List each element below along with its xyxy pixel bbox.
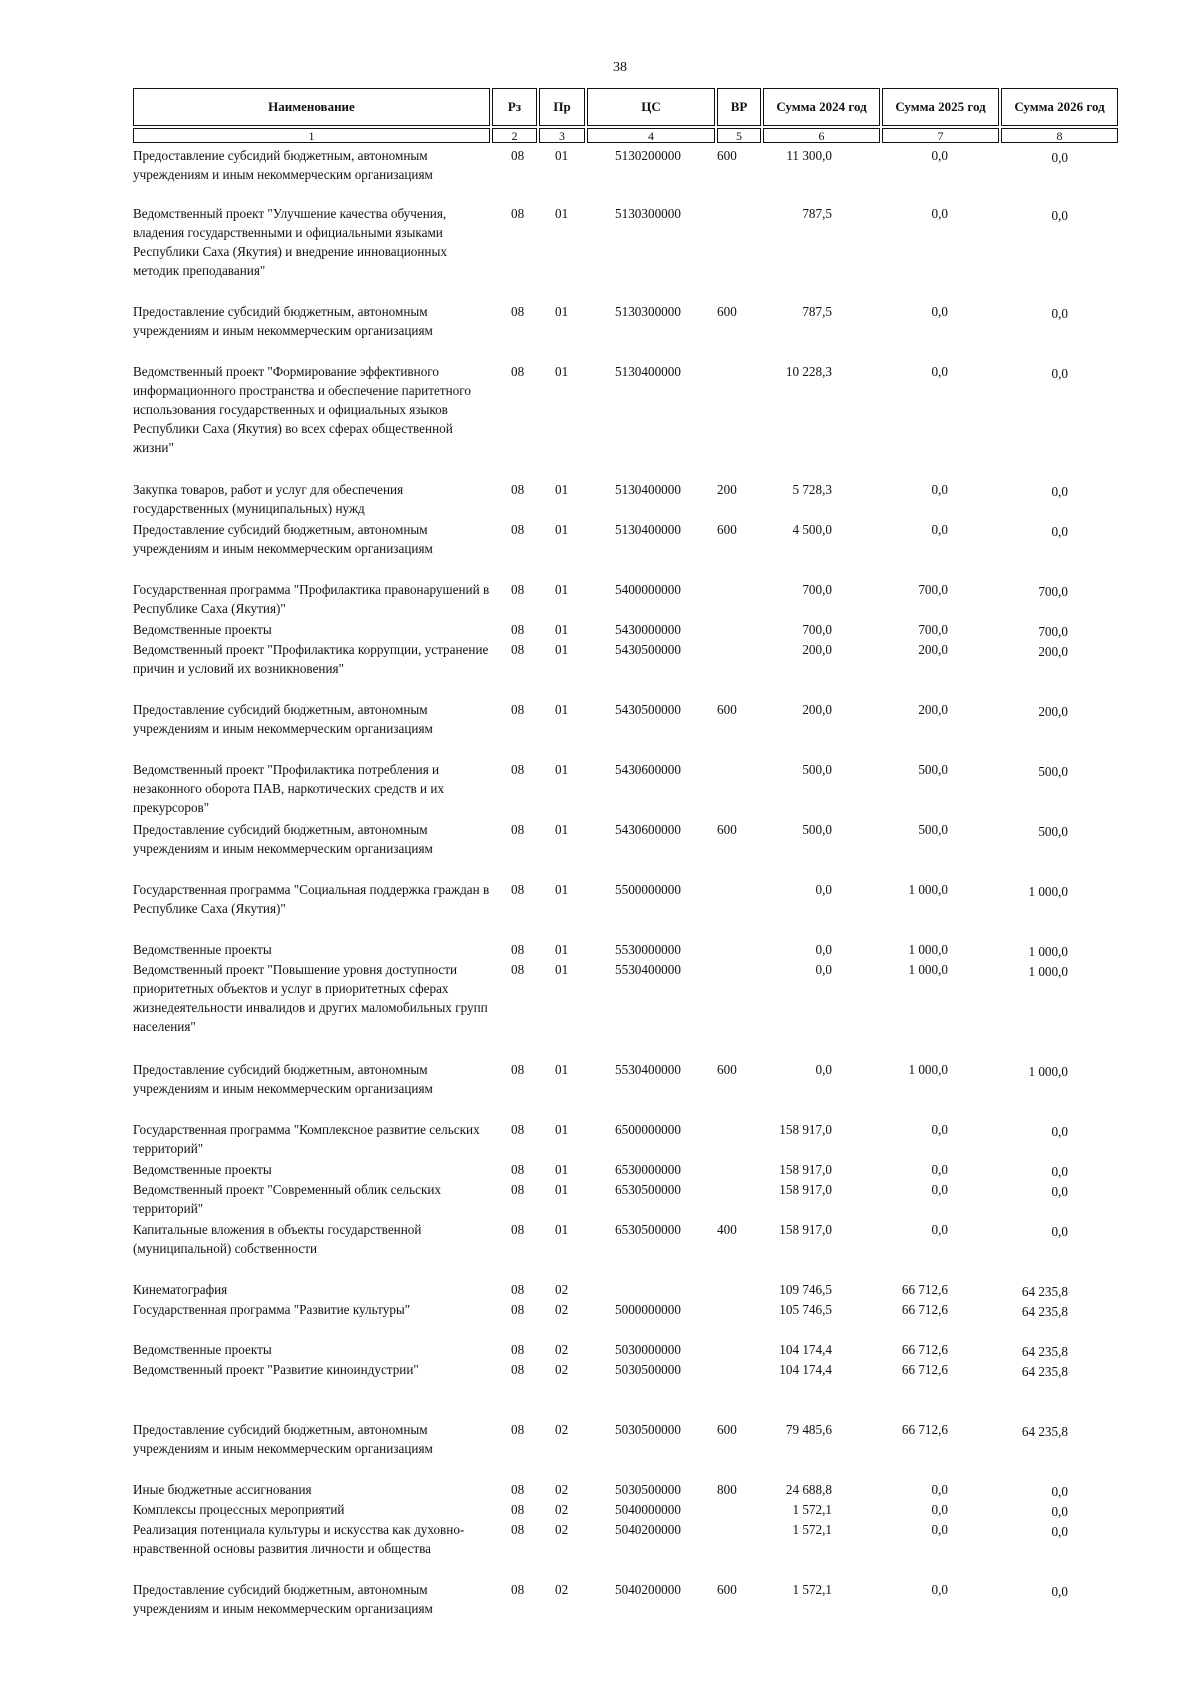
row-rz: 08 xyxy=(511,1282,525,1297)
row-sum-2026: 500,0 xyxy=(1038,764,1068,779)
row-name: Ведомственные проекты xyxy=(133,942,272,957)
row-sum-2026: 0,0 xyxy=(1051,484,1068,499)
row-sum-2025: 0,0 xyxy=(931,1182,948,1197)
row-cs: 5030500000 xyxy=(615,1482,681,1497)
row-cs: 5130200000 xyxy=(615,148,681,163)
row-sum-2025: 500,0 xyxy=(918,762,948,777)
row-name: Иные бюджетные ассигнования xyxy=(133,1482,312,1497)
row-cs: 5430500000 xyxy=(615,642,681,657)
row-pr: 01 xyxy=(555,1062,569,1077)
row-cs: 5430000000 xyxy=(615,622,681,637)
row-sum-2026: 1 000,0 xyxy=(1028,1064,1068,1079)
row-sum-2026: 1 000,0 xyxy=(1028,884,1068,899)
row-cs: 5530400000 xyxy=(615,1062,681,1077)
column-number-6: 6 xyxy=(763,128,880,143)
row-name: Ведомственный проект "Повышение уровня доступности приоритетных объектов и услуг в приоритетных сферах жизнедеятельности инвалидов и других маломобильных групп населения" xyxy=(133,962,488,1034)
column-number-7: 7 xyxy=(882,128,999,143)
row-sum-2024: 105 746,5 xyxy=(779,1302,832,1317)
row-sum-2026: 0,0 xyxy=(1051,366,1068,381)
row-cs: 5130300000 xyxy=(615,304,681,319)
row-name: Ведомственные проекты xyxy=(133,622,272,637)
row-sum-2025: 500,0 xyxy=(918,822,948,837)
row-name: Ведомственный проект "Развитие киноиндустрии" xyxy=(133,1362,419,1377)
row-name: Государственная программа "Профилактика правонарушений в Республике Саха (Якутия)" xyxy=(133,582,490,616)
column-header-name: Наименование xyxy=(133,88,490,126)
row-name: Предоставление субсидий бюджетным, автономным учреждениям и иным некоммерческим организациям xyxy=(133,522,433,556)
row-sum-2024: 11 300,0 xyxy=(786,148,832,163)
row-sum-2025: 1 000,0 xyxy=(908,1062,948,1077)
row-rz: 08 xyxy=(511,1582,525,1597)
row-sum-2026: 0,0 xyxy=(1051,208,1068,223)
row-sum-2024: 24 688,8 xyxy=(785,1482,832,1497)
row-sum-2025: 700,0 xyxy=(918,622,948,637)
row-rz: 08 xyxy=(511,1362,525,1377)
row-name: Реализация потенциала культуры и искусства как духовно-нравственной основы развития личности и общества xyxy=(133,1522,465,1556)
row-rz: 08 xyxy=(511,1502,525,1517)
row-rz: 08 xyxy=(511,1062,525,1077)
row-sum-2026: 0,0 xyxy=(1051,1124,1068,1139)
row-name: Закупка товаров, работ и услуг для обеспечения государственных (муниципальных) нужд xyxy=(133,482,404,516)
row-pr: 01 xyxy=(555,882,569,897)
row-sum-2025: 200,0 xyxy=(918,642,948,657)
row-name: Предоставление субсидий бюджетным, автономным учреждениям и иным некоммерческим организациям xyxy=(133,148,433,182)
row-sum-2024: 787,5 xyxy=(802,206,832,221)
row-cs: 5030500000 xyxy=(615,1422,681,1437)
row-sum-2024: 0,0 xyxy=(815,962,832,977)
row-sum-2024: 158 917,0 xyxy=(779,1222,832,1237)
row-pr: 01 xyxy=(555,206,569,221)
row-sum-2026: 64 235,8 xyxy=(1021,1284,1068,1299)
column-number-2: 2 xyxy=(492,128,537,143)
row-pr: 02 xyxy=(555,1482,569,1497)
row-pr: 02 xyxy=(555,1502,569,1517)
row-sum-2025: 0,0 xyxy=(931,1122,948,1137)
row-rz: 08 xyxy=(511,882,525,897)
row-pr: 01 xyxy=(555,364,569,379)
row-name: Государственная программа "Социальная поддержка граждан в Республике Саха (Якутия)" xyxy=(133,882,490,916)
row-name: Предоставление субсидий бюджетным, автономным учреждениям и иным некоммерческим организациям xyxy=(133,1422,433,1456)
row-cs: 5430600000 xyxy=(615,762,681,777)
row-sum-2024: 200,0 xyxy=(802,702,832,717)
row-rz: 08 xyxy=(511,482,525,497)
row-cs: 5530400000 xyxy=(615,962,681,977)
row-sum-2026: 0,0 xyxy=(1051,1524,1068,1539)
row-vr: 600 xyxy=(717,1062,737,1077)
row-sum-2024: 1 572,1 xyxy=(792,1582,832,1597)
row-sum-2025: 0,0 xyxy=(931,206,948,221)
row-sum-2026: 0,0 xyxy=(1051,1484,1068,1499)
column-number-5: 5 xyxy=(717,128,761,143)
row-rz: 08 xyxy=(511,1162,525,1177)
row-sum-2024: 10 228,3 xyxy=(785,364,832,379)
row-sum-2024: 0,0 xyxy=(815,1062,832,1077)
row-pr: 01 xyxy=(555,962,569,977)
row-pr: 01 xyxy=(555,148,569,163)
row-rz: 08 xyxy=(511,148,525,163)
row-pr: 02 xyxy=(555,1362,569,1377)
row-cs: 5430500000 xyxy=(615,702,681,717)
row-sum-2024: 158 917,0 xyxy=(779,1122,832,1137)
row-rz: 08 xyxy=(511,364,525,379)
row-sum-2024: 104 174,4 xyxy=(779,1362,832,1377)
row-sum-2024: 1 572,1 xyxy=(792,1522,832,1537)
row-pr: 01 xyxy=(555,642,569,657)
row-cs: 5130300000 xyxy=(615,206,681,221)
row-sum-2026: 64 235,8 xyxy=(1021,1364,1068,1379)
row-name: Государственная программа "Комплексное развитие сельских территорий" xyxy=(133,1122,480,1156)
row-name: Предоставление субсидий бюджетным, автономным учреждениям и иным некоммерческим организациям xyxy=(133,1582,433,1616)
row-rz: 08 xyxy=(511,1222,525,1237)
row-rz: 08 xyxy=(511,522,525,537)
row-rz: 08 xyxy=(511,642,525,657)
row-sum-2025: 0,0 xyxy=(931,1502,948,1517)
row-sum-2025: 66 712,6 xyxy=(901,1282,948,1297)
row-sum-2026: 700,0 xyxy=(1038,584,1068,599)
row-pr: 01 xyxy=(555,1122,569,1137)
row-name: Ведомственные проекты xyxy=(133,1342,272,1357)
row-sum-2026: 0,0 xyxy=(1051,1584,1068,1599)
row-sum-2026: 0,0 xyxy=(1051,1504,1068,1519)
row-sum-2025: 66 712,6 xyxy=(901,1302,948,1317)
row-sum-2026: 0,0 xyxy=(1051,306,1068,321)
row-sum-2026: 1 000,0 xyxy=(1028,944,1068,959)
row-vr: 600 xyxy=(717,148,737,163)
row-cs: 6530000000 xyxy=(615,1162,681,1177)
row-name: Комплексы процессных мероприятий xyxy=(133,1502,345,1517)
row-cs: 6500000000 xyxy=(615,1122,681,1137)
row-pr: 01 xyxy=(555,1162,569,1177)
row-rz: 08 xyxy=(511,822,525,837)
row-name: Кинематография xyxy=(133,1282,228,1297)
row-sum-2024: 4 500,0 xyxy=(792,522,832,537)
row-vr: 600 xyxy=(717,304,737,319)
row-sum-2024: 700,0 xyxy=(802,622,832,637)
table-header xyxy=(133,88,1118,143)
row-sum-2025: 0,0 xyxy=(931,482,948,497)
row-vr: 600 xyxy=(717,1582,737,1597)
row-sum-2026: 0,0 xyxy=(1051,1184,1068,1199)
row-sum-2026: 200,0 xyxy=(1038,704,1068,719)
row-pr: 01 xyxy=(555,1182,569,1197)
row-pr: 02 xyxy=(555,1582,569,1597)
row-sum-2025: 1 000,0 xyxy=(908,962,948,977)
row-sum-2024: 500,0 xyxy=(802,822,832,837)
row-vr: 600 xyxy=(717,822,737,837)
row-sum-2026: 64 235,8 xyxy=(1021,1304,1068,1319)
row-sum-2025: 66 712,6 xyxy=(901,1362,948,1377)
row-vr: 400 xyxy=(717,1222,737,1237)
row-sum-2025: 0,0 xyxy=(931,522,948,537)
row-name: Предоставление субсидий бюджетным, автономным учреждениям и иным некоммерческим организациям xyxy=(133,304,433,338)
row-name: Ведомственный проект "Профилактика коррупции, устранение причин и условий их возникновения" xyxy=(133,642,489,676)
row-sum-2026: 1 000,0 xyxy=(1028,964,1068,979)
column-number-3: 3 xyxy=(539,128,585,143)
row-sum-2026: 500,0 xyxy=(1038,824,1068,839)
page-number: 38 xyxy=(613,60,627,75)
row-sum-2025: 0,0 xyxy=(931,304,948,319)
row-rz: 08 xyxy=(511,304,525,319)
row-rz: 08 xyxy=(511,206,525,221)
row-vr: 800 xyxy=(717,1482,737,1497)
row-name: Предоставление субсидий бюджетным, автономным учреждениям и иным некоммерческим организациям xyxy=(133,1062,433,1096)
row-cs: 5130400000 xyxy=(615,522,681,537)
row-rz: 08 xyxy=(511,1422,525,1437)
column-header-rz: Рз xyxy=(492,88,537,126)
row-sum-2025: 0,0 xyxy=(931,1222,948,1237)
row-rz: 08 xyxy=(511,582,525,597)
row-pr: 01 xyxy=(555,622,569,637)
row-sum-2025: 700,0 xyxy=(918,582,948,597)
row-cs: 5040200000 xyxy=(615,1582,681,1597)
row-cs: 5040200000 xyxy=(615,1522,681,1537)
row-vr: 600 xyxy=(717,1422,737,1437)
row-pr: 02 xyxy=(555,1302,569,1317)
row-sum-2026: 0,0 xyxy=(1051,1224,1068,1239)
row-rz: 08 xyxy=(511,1122,525,1137)
row-vr: 600 xyxy=(717,702,737,717)
row-sum-2025: 66 712,6 xyxy=(901,1342,948,1357)
row-sum-2025: 0,0 xyxy=(931,364,948,379)
row-pr: 02 xyxy=(555,1422,569,1437)
row-sum-2024: 158 917,0 xyxy=(779,1182,832,1197)
row-cs: 5130400000 xyxy=(615,364,681,379)
row-sum-2025: 200,0 xyxy=(918,702,948,717)
row-name: Предоставление субсидий бюджетным, автономным учреждениям и иным некоммерческим организациям xyxy=(133,822,433,856)
row-cs: 5130400000 xyxy=(615,482,681,497)
row-cs: 5400000000 xyxy=(615,582,681,597)
row-sum-2024: 1 572,1 xyxy=(792,1502,832,1517)
row-sum-2026: 64 235,8 xyxy=(1021,1344,1068,1359)
row-pr: 01 xyxy=(555,582,569,597)
row-sum-2026: 200,0 xyxy=(1038,644,1068,659)
row-name: Ведомственный проект "Профилактика потребления и незаконного оборота ПАВ, наркотических средств и их прекурсоров" xyxy=(133,762,445,815)
column-number-1: 1 xyxy=(133,128,490,143)
row-sum-2024: 200,0 xyxy=(802,642,832,657)
row-rz: 08 xyxy=(511,1482,525,1497)
row-pr: 02 xyxy=(555,1282,569,1297)
row-sum-2025: 0,0 xyxy=(931,1162,948,1177)
row-pr: 01 xyxy=(555,762,569,777)
row-cs: 5500000000 xyxy=(615,882,681,897)
row-cs: 6530500000 xyxy=(615,1222,681,1237)
row-name: Ведомственные проекты xyxy=(133,1162,272,1177)
row-pr: 02 xyxy=(555,1342,569,1357)
row-rz: 08 xyxy=(511,1522,525,1537)
row-cs: 5000000000 xyxy=(615,1302,681,1317)
row-cs: 5030500000 xyxy=(615,1362,681,1377)
row-sum-2024: 787,5 xyxy=(802,304,832,319)
row-sum-2025: 0,0 xyxy=(931,1522,948,1537)
row-pr: 01 xyxy=(555,1222,569,1237)
row-sum-2025: 0,0 xyxy=(931,1482,948,1497)
row-sum-2024: 700,0 xyxy=(802,582,832,597)
row-pr: 02 xyxy=(555,1522,569,1537)
row-sum-2025: 66 712,6 xyxy=(901,1422,948,1437)
column-header-pr: Пр xyxy=(539,88,585,126)
row-sum-2024: 5 728,3 xyxy=(792,482,832,497)
row-sum-2026: 700,0 xyxy=(1038,624,1068,639)
row-rz: 08 xyxy=(511,1182,525,1197)
row-vr: 200 xyxy=(717,482,737,497)
row-vr: 600 xyxy=(717,522,737,537)
row-sum-2025: 0,0 xyxy=(931,1582,948,1597)
row-name: Ведомственный проект "Современный облик сельских территорий" xyxy=(133,1182,442,1216)
row-rz: 08 xyxy=(511,622,525,637)
row-cs: 5040000000 xyxy=(615,1502,681,1517)
row-rz: 08 xyxy=(511,942,525,957)
column-header-sum-2025: Сумма 2025 год xyxy=(882,88,999,126)
row-name: Капитальные вложения в объекты государственной (муниципальной) собственности xyxy=(133,1222,422,1256)
row-cs: 5530000000 xyxy=(615,942,681,957)
column-number-8: 8 xyxy=(1001,128,1118,143)
row-sum-2026: 64 235,8 xyxy=(1021,1424,1068,1439)
row-name: Предоставление субсидий бюджетным, автономным учреждениям и иным некоммерческим организациям xyxy=(133,702,433,736)
row-cs: 6530500000 xyxy=(615,1182,681,1197)
row-sum-2024: 0,0 xyxy=(815,942,832,957)
row-pr: 01 xyxy=(555,522,569,537)
row-sum-2026: 0,0 xyxy=(1051,1164,1068,1179)
row-cs: 5430600000 xyxy=(615,822,681,837)
row-name: Ведомственный проект "Формирование эффективного информационного пространства и обеспечение паритетного использования государственных и официальных языков Республики Саха (Якутия) во всех сферах общественной жизни" xyxy=(133,364,471,455)
row-name: Ведомственный проект "Улучшение качества обучения, владения государственными и официальными языками Республики Саха (Якутия) и внедрение инновационных методик преподавания" xyxy=(133,206,447,278)
column-number-4: 4 xyxy=(587,128,715,143)
row-pr: 01 xyxy=(555,942,569,957)
column-header-sum-2024: Сумма 2024 год xyxy=(763,88,880,126)
row-rz: 08 xyxy=(511,702,525,717)
row-rz: 08 xyxy=(511,962,525,977)
row-sum-2025: 1 000,0 xyxy=(908,942,948,957)
row-sum-2026: 0,0 xyxy=(1051,150,1068,165)
row-cs: 5030000000 xyxy=(615,1342,681,1357)
row-pr: 01 xyxy=(555,822,569,837)
row-sum-2024: 109 746,5 xyxy=(779,1282,832,1297)
row-sum-2026: 0,0 xyxy=(1051,524,1068,539)
row-rz: 08 xyxy=(511,1302,525,1317)
row-sum-2024: 158 917,0 xyxy=(779,1162,832,1177)
row-rz: 08 xyxy=(511,762,525,777)
row-pr: 01 xyxy=(555,304,569,319)
row-name: Государственная программа "Развитие культуры" xyxy=(133,1302,411,1317)
row-sum-2024: 79 485,6 xyxy=(785,1422,832,1437)
column-header-vr: ВР xyxy=(717,88,761,126)
column-header-sum-2026: Сумма 2026 год xyxy=(1001,88,1118,126)
row-sum-2025: 0,0 xyxy=(931,148,948,163)
column-header-cs: ЦС xyxy=(587,88,715,126)
row-sum-2024: 0,0 xyxy=(815,882,832,897)
row-sum-2024: 500,0 xyxy=(802,762,832,777)
row-sum-2024: 104 174,4 xyxy=(779,1342,832,1357)
row-pr: 01 xyxy=(555,482,569,497)
row-sum-2025: 1 000,0 xyxy=(908,882,948,897)
row-pr: 01 xyxy=(555,702,569,717)
row-rz: 08 xyxy=(511,1342,525,1357)
